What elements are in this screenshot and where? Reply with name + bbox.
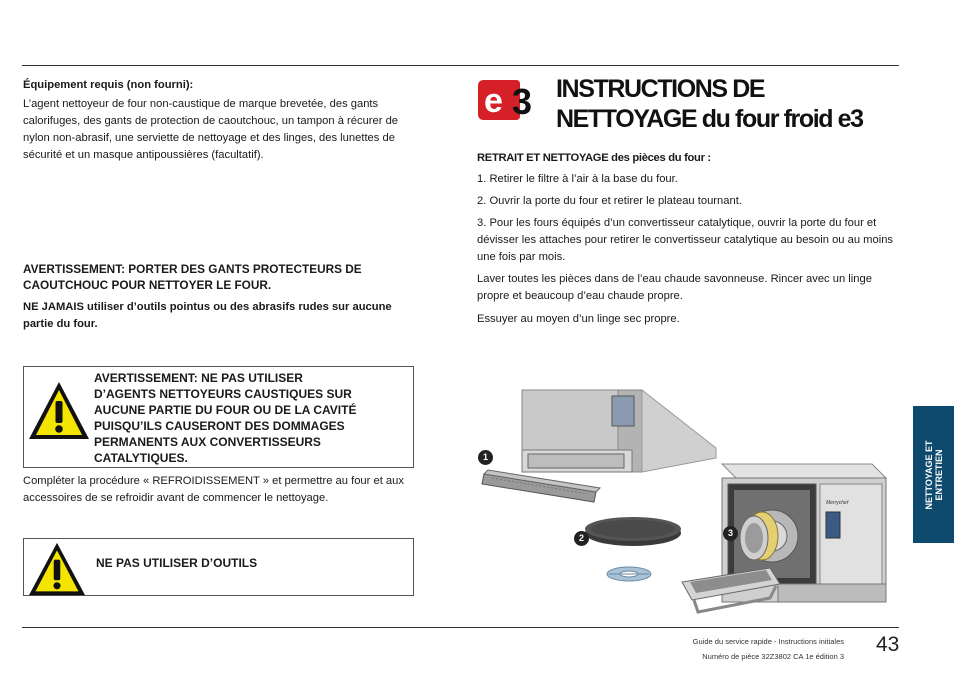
callout-3: 3: [723, 526, 738, 541]
roller-ring: [607, 567, 651, 581]
caustic-warning-line: CATALYTIQUES.: [94, 451, 188, 465]
brand-label: Merrychef: [826, 500, 849, 506]
svg-text:e: e: [484, 82, 503, 120]
section-tab-line: ENTRETIEN: [933, 449, 944, 501]
caustic-warning-text: [94, 370, 404, 450]
wash-instruction: Laver toutes les pièces dans de l’eau chaude savonneuse. Rincer avec un linge propre et beaucoup d’eau chaude propre.: [477, 273, 872, 302]
caustic-warning-line: PUISQU’ILS CAUSERONT DES DOMMAGES: [94, 419, 345, 433]
air-filter: [482, 470, 600, 502]
caustic-warning-line: AUCUNE PARTIE DU FOUR OU DE LA CAVITÉ: [94, 403, 357, 417]
bottom-rule: [22, 627, 899, 628]
no-tools-warning-box: [23, 538, 414, 596]
dry-instruction: Essuyer au moyen d’un linge sec propre.: [477, 313, 680, 325]
no-tools-warning-text: NE PAS UTILISER D’OUTILS: [96, 556, 258, 570]
e3-logo: [476, 78, 542, 127]
warning-triangle-icon: [27, 541, 87, 597]
footer-guide-title: Guide du service rapide - Instructions initiales: [692, 637, 844, 646]
footer-part-number: Numéro de pièce 32Z3802 CA 1e édition 3: [702, 652, 844, 661]
turntable-plate: [585, 517, 681, 546]
equipment-heading: Équipement requis (non fourni):: [23, 79, 194, 91]
oven-parts-illustration: [476, 388, 906, 618]
gloves-warning: AVERTISSEMENT: PORTER DES GANTS PROTECTEURS DE CAOUTCHOUC POUR NETTOYER LE FOUR.: [23, 262, 362, 292]
step-1: 1. Retirer le filtre à l’air à la base du four.: [477, 173, 678, 185]
callout-1: 1: [478, 450, 493, 465]
caustic-warning-box: [23, 366, 414, 468]
tools-warning: NE JAMAIS utiliser d’outils pointus ou des abrasifs rudes sur aucune partie du four.: [23, 301, 392, 330]
caustic-warning-line: PERMANENTS AUX CONVERTISSEURS: [94, 435, 321, 449]
callout-2: 2: [574, 531, 589, 546]
caustic-warning-line: AVERTISSEMENT: NE PAS UTILISER: [94, 371, 303, 385]
section-tab-label: [924, 440, 944, 509]
warning-triangle-icon: [27, 379, 91, 443]
page-number: 43: [876, 633, 900, 656]
page-title: INSTRUCTIONS DE NETTOYAGE du four froid e3: [556, 75, 863, 133]
e3-logo-number: 3: [512, 81, 533, 122]
step-2: 2. Ouvrir la porte du four et retirer le plateau tournant.: [477, 195, 742, 207]
top-rule: [22, 65, 899, 66]
oven-open: [682, 464, 886, 612]
step-3: 3. Pour les fours équipés d’un convertisseur catalytique, ouvrir la porte du four et dévisser les attaches pour retirer le convertisseur catalytique au besoin ou au moins une fois par mois.: [477, 217, 894, 263]
section-tab-line: NETTOYAGE ET: [923, 439, 934, 510]
section-tab[interactable]: [913, 406, 954, 543]
equipment-body: L’agent nettoyeur de four non-caustique de marque brevetée, des gants calorifuges, des gants de protection de caoutchouc, un tampon à récurer de nylon non-abrasif, une serviette de nettoyage et des linges, des lunettes de sécurité et un masque antipoussières (facultatif).: [23, 98, 399, 161]
caustic-warning-line: D’AGENTS NETTOYEURS CAUSTIQUES SUR: [94, 387, 352, 401]
section-subheading: RETRAIT ET NETTOYAGE des pièces du four :: [477, 152, 711, 164]
cooldown-instruction: Compléter la procédure « REFROIDISSEMENT » et permettre au four et aux accessoires de se refroidir avant de commencer le nettoyage.: [23, 475, 404, 504]
